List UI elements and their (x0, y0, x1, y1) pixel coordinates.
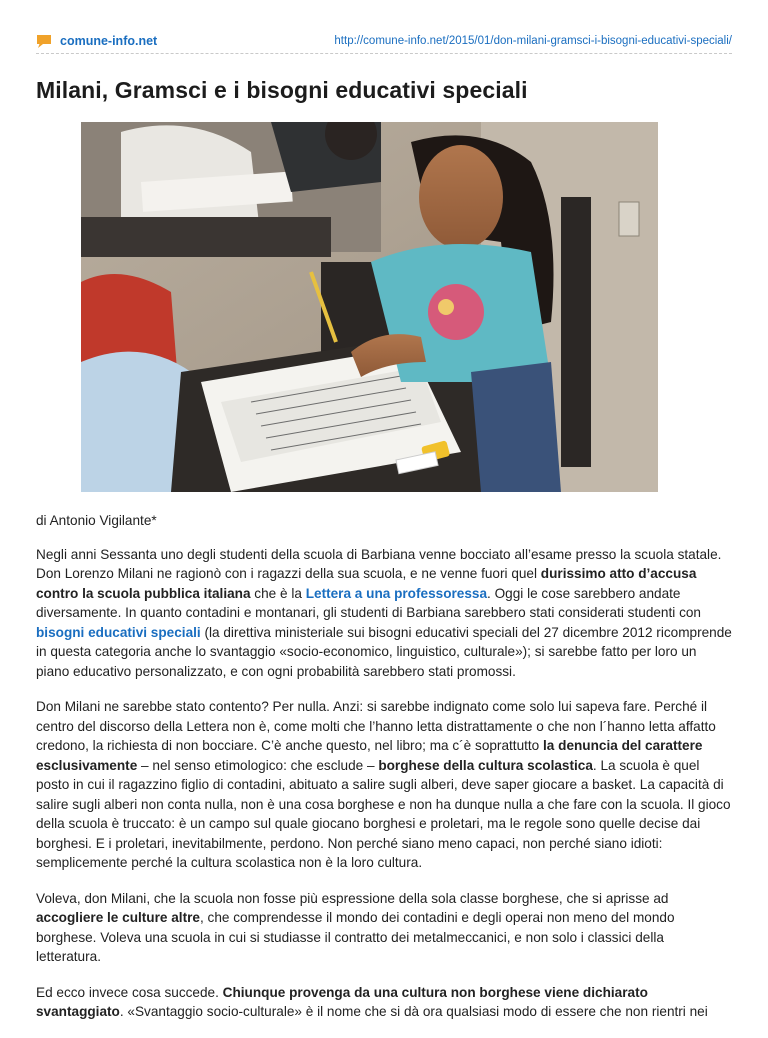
site-brand[interactable] (36, 34, 157, 49)
bold-text: accogliere le culture altre (36, 910, 200, 925)
bold-text: Chiunque provenga da una cultura non borghese viene dichiarato svantaggiato (36, 984, 648, 1019)
paragraph-1 (36, 545, 732, 682)
bold-text: la denuncia del carattere esclusivamente (36, 738, 703, 773)
article-title: Milani, Gramsci e i bisogni educativi speciali (36, 77, 528, 103)
bisogni-link[interactable]: bisogni educativi speciali (36, 624, 201, 640)
lettera-link[interactable]: Lettera a una professoressa (305, 585, 488, 601)
text-run: – nel senso etimologico: che esclude – (137, 757, 379, 773)
text-run: , che comprendesse il mondo dei contadini e degli operai non meno del mondo borghese. Voleva una scuola in cui si studiasse il contratto dei metalmeccanici, e non solo i classici della letteratura. (36, 910, 675, 964)
paragraph-4 (36, 983, 732, 1022)
text-run: . La scuola è quel posto in cui il ragazzino figlio di contadini, abituato a salire sugli alberi, deve saper giocare a basket. La capacità di salire sugli alberi non conta nulla, non è una cosa borghese e non ha dunque nulla a che fare con la scuola. Il gioco della scuola è truccato: è un campo sul quale giocano borghesi e proletari, ma le regole sono quelle decise dai borghesi. E i proletari, inevitabilmente, perdono. Non perché siano meno capaci, non perché siano idioti: semplicemente perché la cultura scolastica non è la loro cultura. (36, 757, 731, 870)
bold-text: borghese della cultura scolastica (378, 757, 593, 773)
text-run: che è la (250, 585, 306, 601)
paragraph-2 (36, 697, 732, 873)
comment-bubble-icon (36, 34, 52, 49)
text-run: . «Svantaggio socio-culturale» è il nome che si dà ora qualsiasi modo di essere che non rientri nei (119, 1004, 708, 1019)
text-run: Voleva, don Milani, che la scuola non fosse più espressione della sola classe borghese, che si aprisse ad (36, 890, 669, 906)
text-run: (la direttiva ministeriale sui bisogni educativi speciali del 27 dicembre 2012 ricomprende in questa categoria anche lo svantaggio «socio-economico, linguistico, culturale»); si sarebbe fatto per loro un piano educativo personalizzato, e con ogni probabilità sarebbero stati promossi. (36, 624, 732, 679)
text-run: Negli anni Sessanta uno degli studenti della scuola di Barbiana venne bocciato all’esame presso la scuola statale. Don Lorenzo Milani ne ragionò con i ragazzi della sua scuola, e ne venne fuori quel (36, 546, 722, 581)
article-photo (81, 122, 658, 492)
article-body (36, 511, 732, 1038)
article-byline: di Antonio Vigilante* (36, 513, 157, 528)
text-run: . Oggi le cose sarebbero andate diversamente. In quanto contadini e montanari, gli studenti di Barbiana sarebbero stati considerati studenti con (36, 585, 701, 620)
bold-text: durissimo atto d’accusa contro la scuola pubblica italiana (36, 566, 697, 601)
text-run: Don Milani ne sarebbe stato contento? Per nulla. Anzi: si sarebbe indignato come solo lui sapeva fare. Perché il centro del discorso della Lettera non è, come molti che l’hanno letta distrattamente o che non l´hanno letta affatto credono, la richiesta di non bocciare. C’è anche questo, nel libro; ma c´è soprattutto (36, 699, 716, 753)
article-url-link[interactable]: http://comune-info.net/2015/01/don-milani-gramsci-i-bisogni-educativi-speciali/ (334, 35, 732, 47)
site-name-link[interactable]: comune-info.net (60, 34, 158, 48)
paragraph-3 (36, 889, 732, 967)
page-header (36, 30, 732, 52)
text-run: Ed ecco invece cosa succede. (36, 984, 223, 1000)
header-divider (36, 53, 732, 54)
